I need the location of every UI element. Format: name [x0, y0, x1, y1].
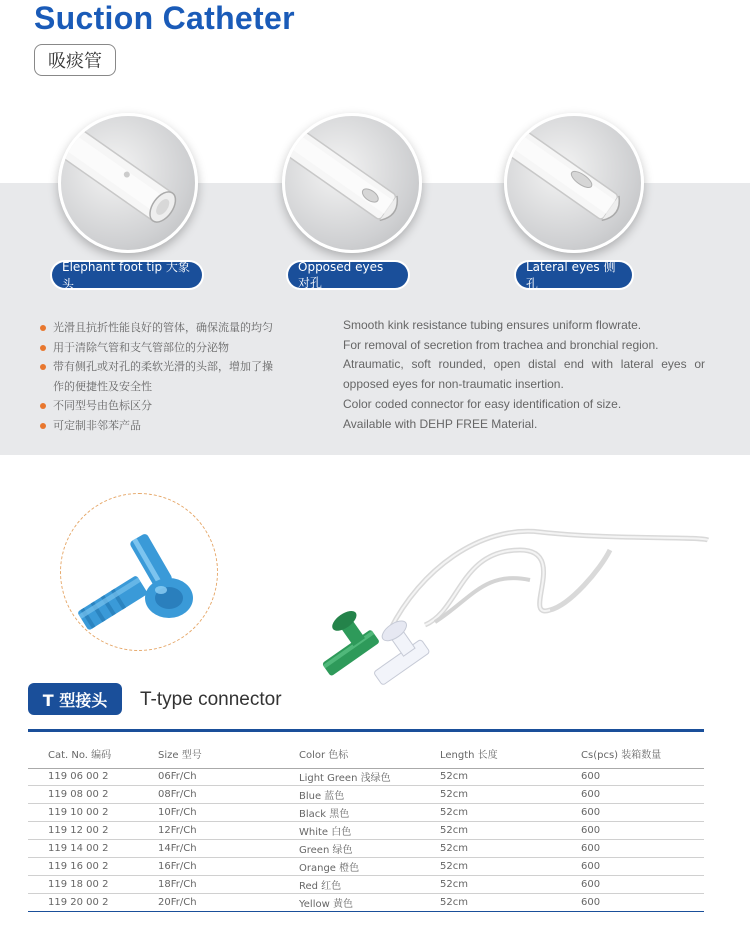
cell-cat-no: 119 20 00 2 [28, 893, 138, 911]
t-connector-label-cn: T 型接头 [28, 683, 122, 715]
cell-size: 10Fr/Ch [138, 804, 279, 822]
tip-label-opposed-eyes: Opposed eyes 对孔 [288, 262, 408, 288]
table-row [28, 822, 704, 840]
cell-cat-no: 119 14 00 2 [28, 840, 138, 858]
cell-cat-no: 119 10 00 2 [28, 804, 138, 822]
cell-case-qty: 600 [561, 822, 704, 840]
cell-length: 52cm [420, 768, 561, 786]
col-header-color: Color 色标 [279, 740, 420, 768]
opposed-eyes-tip-image [282, 113, 422, 253]
col-header-cat-no: Cat. No. 编码 [28, 740, 138, 768]
feature-cn-item-continued: 作的便捷性及安全性 [53, 379, 152, 393]
cell-color: Orange 橙色 [279, 857, 420, 875]
table-row [28, 893, 704, 911]
cell-size: 16Fr/Ch [138, 857, 279, 875]
cell-cat-no: 119 18 00 2 [28, 875, 138, 893]
cell-length: 52cm [420, 822, 561, 840]
feature-cn-item: 带有侧孔或对孔的柔软光滑的头部，增加了操 [40, 357, 310, 377]
cell-color: Light Green 浅绿色 [279, 768, 420, 786]
table-row [28, 768, 704, 786]
feature-en-item: Smooth kink resistance tubing ensures uniform flowrate. [343, 318, 642, 332]
cell-case-qty: 600 [561, 893, 704, 911]
t-connector-label-en: T-type connector [140, 689, 282, 710]
t-connector-zoom-image [60, 493, 218, 651]
cell-length: 52cm [420, 893, 561, 911]
cell-case-qty: 600 [561, 786, 704, 804]
feature-cn-item: 光滑且抗折性能良好的管体，确保流量的均匀 [40, 318, 310, 338]
cell-case-qty: 600 [561, 768, 704, 786]
col-header-case-qty: Cs(pcs) 装箱数量 [561, 740, 704, 768]
features-cn-list [40, 318, 310, 435]
elephant-foot-tip-image [58, 113, 198, 253]
table-top-rule [28, 729, 704, 732]
cell-color: Black 黑色 [279, 804, 420, 822]
col-header-length: Length 长度 [420, 740, 561, 768]
cell-color: White 白色 [279, 822, 420, 840]
cell-cat-no: 119 08 00 2 [28, 786, 138, 804]
spec-table [28, 740, 704, 912]
cell-cat-no: 119 06 00 2 [28, 768, 138, 786]
feature-cn-item: 可定制非邻苯产品 [40, 416, 310, 436]
cell-color: Yellow 黄色 [279, 893, 420, 911]
feature-en-item: Color coded connector for easy identification of size. [343, 396, 622, 411]
cell-length: 52cm [420, 875, 561, 893]
table-row [28, 875, 704, 893]
cell-case-qty: 600 [561, 840, 704, 858]
cell-case-qty: 600 [561, 804, 704, 822]
feature-en-item: Atraumatic, soft rounded, open distal end with lateral eyes or opposed eyes for non-traumatic insertion. [343, 357, 705, 392]
feature-en-item: For removal of secretion from trachea and bronchial region. [343, 337, 659, 352]
tip-label-elephant-foot: Elephant foot tip 大象头 [52, 262, 202, 288]
table-row [28, 804, 704, 822]
feature-en-item: Available with DEHP FREE Material. [343, 416, 538, 431]
cell-size: 06Fr/Ch [138, 768, 279, 786]
page-subtitle-cn: 吸痰管 [34, 44, 116, 76]
cell-color: Red 红色 [279, 875, 420, 893]
cell-length: 52cm [420, 804, 561, 822]
suction-catheter-product-image [310, 510, 720, 695]
table-header-row [28, 740, 704, 768]
cell-length: 52cm [420, 786, 561, 804]
cell-size: 20Fr/Ch [138, 893, 279, 911]
page-title: Suction Catheter [34, 0, 295, 36]
col-header-size: Size 型号 [138, 740, 279, 768]
feature-cn-item: 用于清除气管和支气管部位的分泌物 [40, 338, 310, 358]
cell-size: 12Fr/Ch [138, 822, 279, 840]
cell-length: 52cm [420, 857, 561, 875]
cell-size: 08Fr/Ch [138, 786, 279, 804]
cell-color: Green 绿色 [279, 840, 420, 858]
table-row [28, 840, 704, 858]
cell-case-qty: 600 [561, 875, 704, 893]
cell-case-qty: 600 [561, 857, 704, 875]
cell-cat-no: 119 12 00 2 [28, 822, 138, 840]
features-en-list [343, 316, 705, 434]
feature-cn-item: 不同型号由色标区分 [40, 396, 310, 416]
table-row [28, 857, 704, 875]
cell-size: 14Fr/Ch [138, 840, 279, 858]
cell-cat-no: 119 16 00 2 [28, 857, 138, 875]
tip-label-lateral-eyes: Lateral eyes 侧孔 [516, 262, 632, 288]
cell-size: 18Fr/Ch [138, 875, 279, 893]
cell-length: 52cm [420, 840, 561, 858]
table-row [28, 786, 704, 804]
lateral-eyes-tip-image [504, 113, 644, 253]
cell-color: Blue 蓝色 [279, 786, 420, 804]
